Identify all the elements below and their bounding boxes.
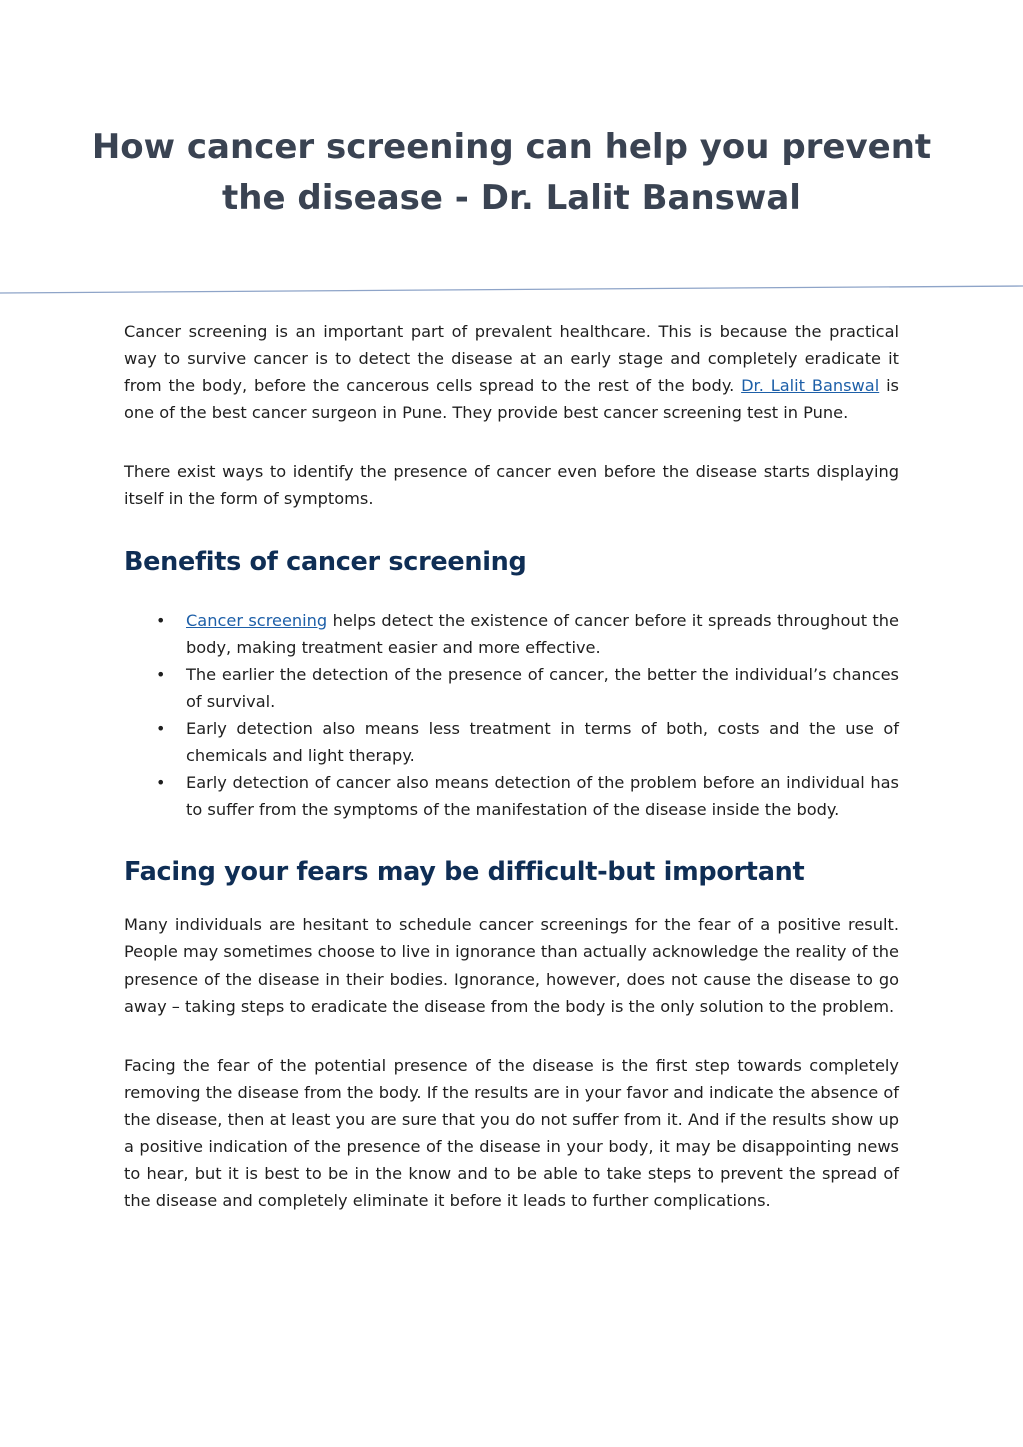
page-title-line-1: How cancer screening can help you prevent	[91, 127, 932, 167]
cancer-screening-link[interactable]: Cancer screening	[186, 610, 328, 630]
intro-text-end: is one of the best cancer surgeon in Pune. They provide best cancer screening test in Pune.	[124, 376, 899, 423]
benefits-heading: Benefits of cancer screening	[124, 546, 527, 577]
article-body	[124, 318, 899, 1214]
facing-fears-heading: Facing your fears may be difficult-but important	[124, 857, 805, 888]
facing-fear-paragraph: Facing the fear of the potential presence of the disease is the first step towards completely removing the disease from the body. If the results are in your favor and indicate the absence of the disease, then at least you are sure that you do not suffer from it. And if the results show up a positive indication of the presence of the disease in your body, it may be disappointing news to hear, but it is best to be in the know and to be able to take steps to prevent the spread of the disease and completely eliminate it before it leads to further complications.	[124, 1055, 899, 1211]
page-title	[0, 122, 1023, 224]
intro-paragraph	[124, 318, 899, 426]
page-title-line-2: the disease - Dr. Lalit Banswal	[222, 178, 801, 218]
benefit-3-text: Early detection also means less treatment in terms of both, costs and the use of chemicals and light therapy.	[186, 718, 899, 766]
dr-lalit-banswal-link[interactable]: Dr. Lalit Banswal	[741, 376, 880, 396]
bullet-icon: •	[156, 718, 166, 738]
list-item	[124, 769, 899, 823]
bullet-icon: •	[156, 664, 166, 684]
list-item	[124, 715, 899, 769]
bullet-icon: •	[156, 773, 166, 793]
intro-text-start: Cancer screening is an important part of prevalent healthcare. This is because the practical way to survive cancer is to detect the disease at an early stage and completely eradicate it from the body, before the cancerous cells spread to the rest of the body.	[124, 322, 899, 396]
hesitancy-paragraph: Many individuals are hesitant to schedule cancer screenings for the fear of a positive result. People may sometimes choose to live in ignorance than actually acknowledge the reality of the presence of the disease in their bodies. Ignorance, however, does not cause the disease to go away – taking steps to eradicate the disease from the body is the only solution to the problem.	[124, 915, 899, 1016]
benefits-list	[124, 607, 899, 824]
benefit-1-text: helps detect the existence of cancer before it spreads throughout the body, making treatment easier and more effective.	[186, 610, 899, 657]
benefit-4-text: Early detection of cancer also means detection of the problem before an individual has to suffer from the symptoms of the manifestation of the disease inside the body.	[186, 773, 899, 820]
benefit-2-text: The earlier the detection of the presence of cancer, the better the individual’s chances of survival.	[186, 664, 899, 711]
symptoms-paragraph: There exist ways to identify the presence of cancer even before the disease starts displaying itself in the form of symptoms.	[124, 462, 899, 509]
bullet-icon: •	[156, 610, 166, 630]
title-divider	[0, 280, 1023, 294]
list-item	[124, 661, 899, 715]
list-item	[124, 607, 899, 661]
